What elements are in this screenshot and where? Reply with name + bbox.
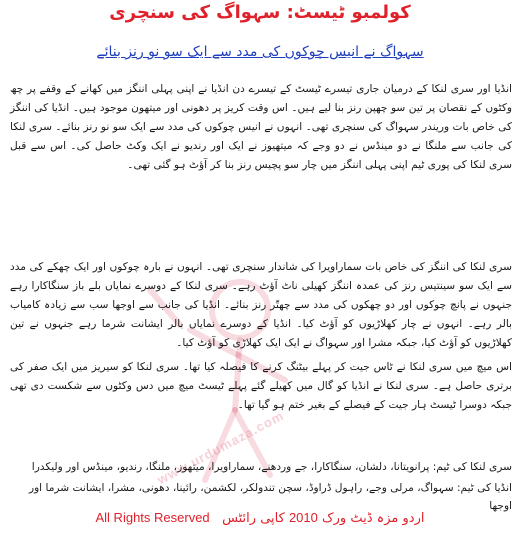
india-squad: انڈیا کی ٹیم: سہواگ، مرلی وجے، راہول ڈراوڈ، سچن تندولکر، لکشمن، رائینا، دھونی، مشرا، ایشانت شرما اور اوجھا [28, 482, 512, 512]
paragraph: انڈیا اور سری لنکا کے درمیان جاری تیسرے ٹیسٹ کے تیسرے دن انڈیا نے اپنی پہلی اننگز میں کھانے کے وقفے پر چھ وکٹوں کے نقصان پر تین سو چھپن رنز بنا لیے ہیں۔ اس وقت کریز پر دھونی اور میتھون موجود ہیں۔ انڈیا کی اننگز کی خاص بات وریندر سہواگ کی سنچری تھی۔ انہوں نے انیس چوکوں کی مدد سے ایک سو نو رنز بنائے۔ سری لنکا کی جانب سے ملنگا نے دو مینڈس نے دو وجے کہ میتھیوز نے ایک اور رندیو نے ایک وکٹ حاصل کی۔ اس سے قبل سری لنکا کی پوری ٹیم اپنی پہلی اننگز میں چار سو پچیس رنز بنا کر آؤٹ ہو گئی تھی۔ [10, 83, 512, 171]
rights-text: All Rights Reserved [95, 510, 210, 525]
site-name: اردو مزہ ڈیٹ ورک [322, 511, 425, 526]
page-title: کولمبو ٹیسٹ: سہواگ کی سنچری [109, 2, 411, 23]
paragraph: سری لنکا کی اننگز کی خاص بات سماراویرا کی شاندار سنچری تھی۔ انہوں نے بارہ چوکوں اور ایک چھکے کی مدد سے ایک سو سینتیس رنز کی عمدہ اننگز کھیلی ناٹ آؤٹ رہے۔ سری لنکا کے دوسرے نمایاں بلے باز سنگاکارا رہے جنہوں نے پانچ چوکوں اور دو چھکوں کی مدد سے چھتّر رنز بنائے۔ انڈیا کی جانب سے اوجھا سب سے زیادہ کامیاب بالر رہے۔ انہوں نے چار کھلاڑیوں کو آؤٹ کیا۔ انڈیا کے دوسرے نمایاں بالر ایشانت شرما رہے جنہوں نے تین کھلاڑیوں کو آؤٹ کیا، جبکہ مشرا اور سہواگ نے ایک ایک کھلاڑی کو آؤٹ کیا۔ [10, 261, 512, 349]
sri-lanka-squad: سری لنکا کی ٹیم: پرانویتانا، دلشان، سنگاکارا، جے وردھنے، سماراویرا، میتھوز، ملنگا، رندیو، مینڈس اور ولیکدرا [31, 461, 512, 473]
watermark: www.urdumaza.com [154, 407, 287, 488]
paragraph: اس میچ میں سری لنکا نے ٹاس جیت کر پہلے بیٹنگ کرنے کا فیصلہ کیا تھا۔ سری لنکا کو سیریز میں ایک صفر کی برتری حاصل ہے۔ سری لنکا نے انڈیا کو گال میں کھیلے گئے پہلے ٹیسٹ میچ میں دس وکٹوں سے شکست دی تھی جبکہ دوسرا ٹیسٹ ہار جیت کے فیصلے کے بغیر ختم ہو گیا تھا۔ [10, 361, 512, 411]
copyright-year: 2010 [288, 510, 318, 525]
copyright-label: کاپی رائٹس [222, 511, 285, 526]
footer [0, 510, 520, 526]
article-subtitle[interactable]: سہواگ نے انیس چوکوں کی مدد سے ایک سو نو رنز بنائے [96, 44, 424, 60]
